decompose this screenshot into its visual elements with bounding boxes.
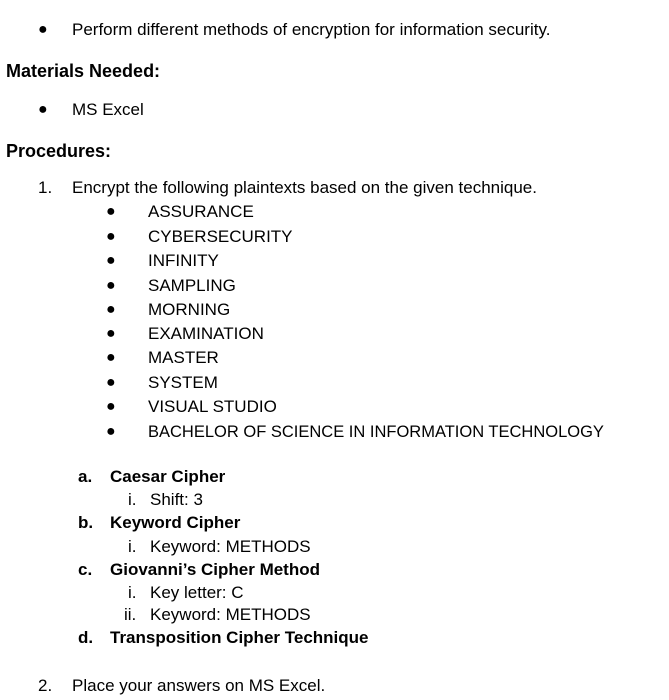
objective-text: Perform different methods of encryption for information security. bbox=[72, 20, 551, 39]
technique-letter: a. bbox=[78, 467, 93, 486]
bullet-icon: ● bbox=[106, 203, 116, 220]
step-number: 1. bbox=[38, 178, 53, 197]
bullet-icon: ● bbox=[106, 252, 116, 269]
plaintext-item: MORNING bbox=[148, 300, 231, 319]
materials-item: MS Excel bbox=[72, 100, 144, 119]
detail-number: i. bbox=[128, 490, 137, 509]
plaintext-item: EXAMINATION bbox=[148, 324, 264, 343]
bullet-icon: ● bbox=[106, 374, 116, 391]
bullet-icon: ● bbox=[106, 277, 116, 294]
technique-letter: c. bbox=[78, 560, 93, 579]
technique-letter: d. bbox=[78, 628, 94, 647]
detail-text: Shift: 3 bbox=[150, 490, 203, 509]
detail-text: Keyword: METHODS bbox=[150, 537, 311, 556]
technique-name: Giovanni’s Cipher Method bbox=[110, 560, 320, 579]
detail-text: Key letter: C bbox=[150, 583, 244, 602]
bullet-icon: ● bbox=[106, 228, 116, 245]
bullet-icon: ● bbox=[106, 325, 116, 342]
bullet-icon: ● bbox=[106, 349, 116, 366]
step-number: 2. bbox=[38, 676, 53, 695]
plaintext-item: ASSURANCE bbox=[148, 202, 254, 221]
technique-name: Transposition Cipher Technique bbox=[110, 628, 369, 647]
technique-name: Keyword Cipher bbox=[110, 513, 241, 532]
detail-number: i. bbox=[128, 583, 137, 602]
bullet-icon: ● bbox=[106, 398, 116, 415]
technique-letter: b. bbox=[78, 513, 94, 532]
plaintext-item: VISUAL STUDIO bbox=[148, 397, 277, 416]
plaintext-item: MASTER bbox=[148, 348, 219, 367]
bullet-icon: ● bbox=[38, 101, 48, 118]
detail-number: i. bbox=[128, 537, 137, 556]
technique-name: Caesar Cipher bbox=[110, 467, 226, 486]
step-text: Encrypt the following plaintexts based on the given technique. bbox=[72, 178, 537, 197]
materials-heading: Materials Needed: bbox=[6, 61, 161, 81]
bullet-icon: ● bbox=[106, 423, 116, 440]
plaintext-item: BACHELOR OF SCIENCE IN INFORMATION TECHNOLOGY bbox=[148, 423, 604, 441]
plaintext-item: SAMPLING bbox=[148, 276, 236, 295]
plaintext-item: CYBERSECURITY bbox=[148, 227, 293, 246]
procedures-heading: Procedures: bbox=[6, 141, 112, 161]
bullet-icon: ● bbox=[38, 21, 48, 38]
detail-text: Keyword: METHODS bbox=[150, 605, 311, 624]
plaintext-item: SYSTEM bbox=[148, 373, 218, 392]
step-text: Place your answers on MS Excel. bbox=[72, 676, 326, 695]
plaintext-item: INFINITY bbox=[148, 251, 219, 270]
bullet-icon: ● bbox=[106, 301, 116, 318]
detail-number: ii. bbox=[124, 605, 137, 624]
